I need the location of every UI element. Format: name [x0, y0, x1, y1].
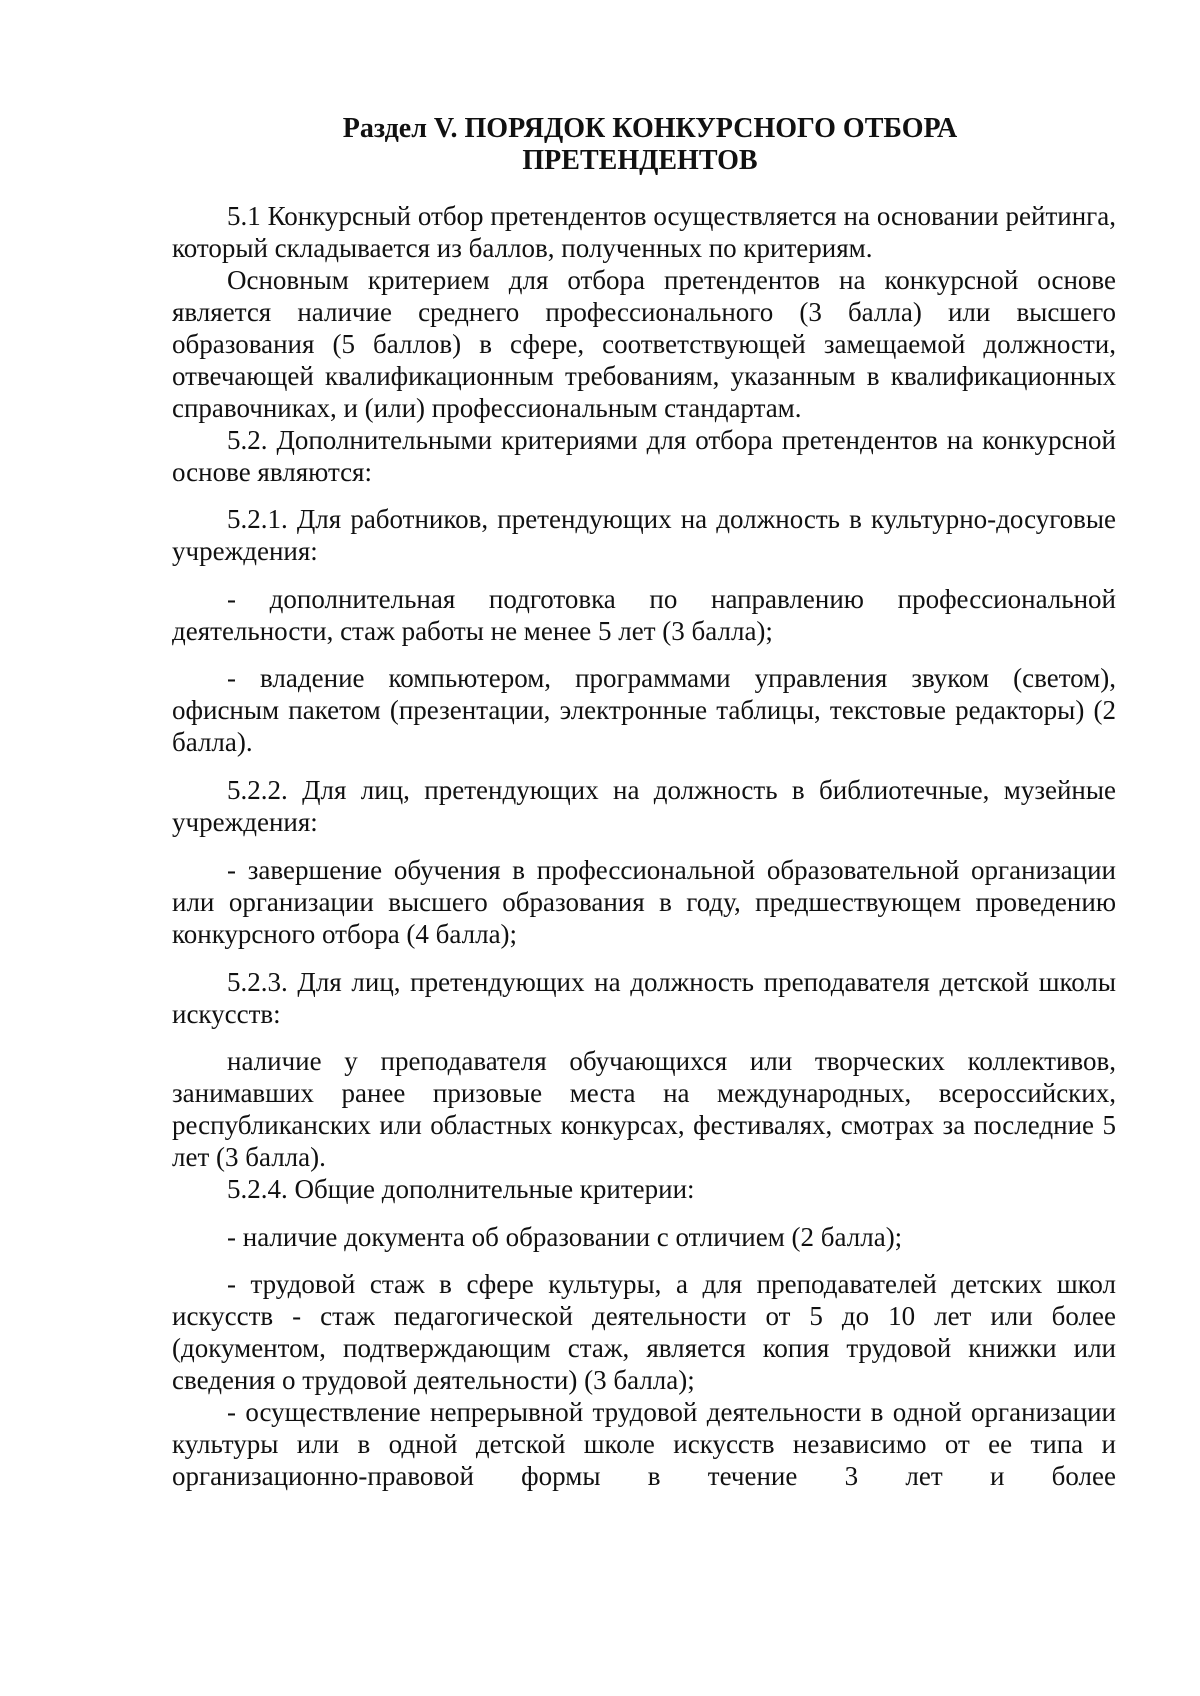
list-item-education-completion: - завершение обучения в профессиональной образовательной организации или организации высшего образования в году, предшествующем проведению конкурсного отбора (4 балла); [172, 855, 1116, 949]
list-item-continuous-employment: - осуществление непрерывной трудовой деятельности в одной организации культуры или в одной детской школе искусств независимо от ее типа и организационно-правовой формы в течение 3 лет и более [172, 1397, 1116, 1491]
list-item-honors-diploma: - наличие документа об образовании с отличием (2 балла); [227, 1222, 903, 1252]
section-heading [170, 113, 1110, 177]
paragraph-5-2-1: 5.2.1. Для работников, претендующих на должность в культурно-досуговые учреждения: [172, 504, 1116, 566]
paragraph-main-criterion: Основным критерием для отбора претендентов на конкурсной основе является наличие среднего профессионального (3 балла) или высшего образования (5 баллов) в сфере, соответствующей замещаемой должности, отвечающей квалификационным требованиям, указанным в квалификационных справочниках, и (или) профессиональным стандартам. [172, 265, 1116, 423]
section-prefix: Раздел V. [342, 113, 458, 144]
paragraph-5-2-3: 5.2.3. Для лиц, претендующих на должность преподавателя детской школы искусств: [172, 967, 1116, 1029]
paragraph-5-2-4: 5.2.4. Общие дополнительные критерии: [227, 1174, 695, 1204]
paragraph-5-2-2: 5.2.2. Для лиц, претендующих на должность в библиотечные, музейные учреждения: [172, 775, 1116, 837]
list-item-additional-training: - дополнительная подготовка по направлению профессиональной деятельности, стаж работы не менее 5 лет (3 балла); [172, 584, 1116, 646]
section-heading-line1 [170, 113, 1110, 145]
paragraph-teacher-criterion: наличие у преподавателя обучающихся или творческих коллективов, занимавших ранее призовые места на международных, всероссийских, республиканских или областных конкурсах, фестивалях, смотрах за последние 5 лет (3 балла). [172, 1046, 1116, 1172]
section-title-line2: ПРЕТЕНДЕНТОВ [522, 145, 758, 176]
paragraph-5-1: 5.1 Конкурсный отбор претендентов осуществляется на основании рейтинга, который складывается из баллов, полученных по критериям. [172, 201, 1116, 263]
list-item-work-experience: - трудовой стаж в сфере культуры, а для преподавателей детских школ искусств - стаж педагогической деятельности от 5 до 10 лет или более (документом, подтверждающим стаж, является копия трудовой книжки или сведения о трудовой деятельности) (3 балла); [172, 1269, 1116, 1395]
list-item-computer-skills: - владение компьютером, программами управления звуком (светом), офисным пакетом (презентации, электронные таблицы, текстовые редакторы) (2 балла). [172, 663, 1116, 757]
paragraph-5-2: 5.2. Дополнительными критериями для отбора претендентов на конкурсной основе являются: [172, 425, 1116, 487]
section-title-line1: ПОРЯДОК КОНКУРСНОГО ОТБОРА [464, 113, 958, 144]
